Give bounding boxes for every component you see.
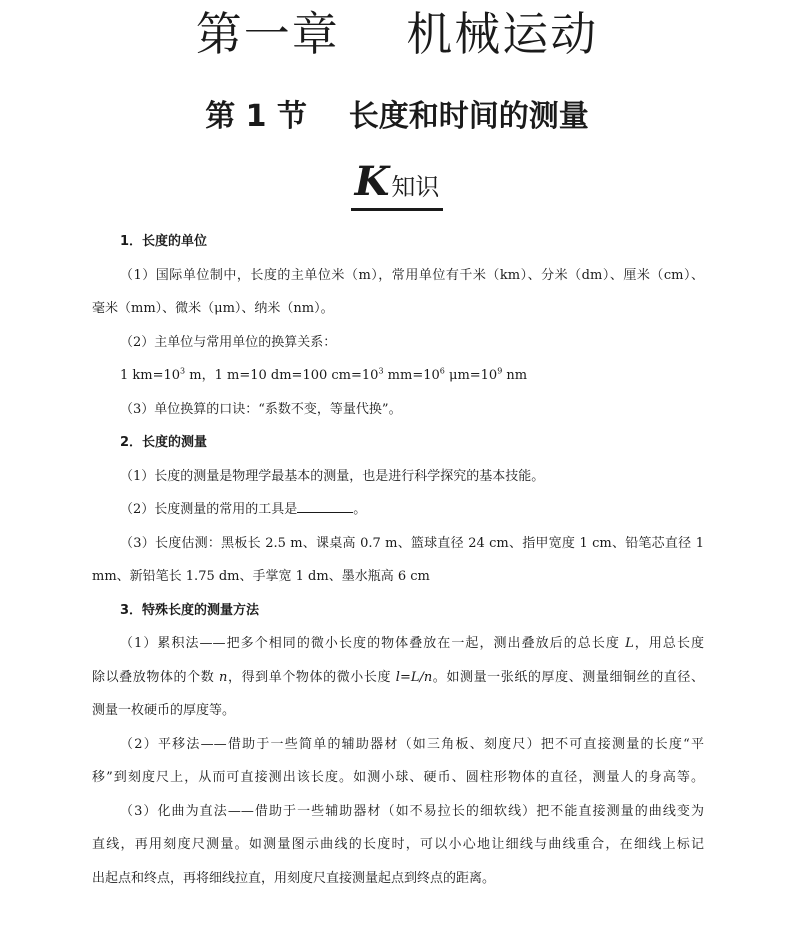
paragraph: 测量一枚硬币的厚度等。 bbox=[92, 703, 236, 718]
paragraph bbox=[92, 493, 704, 527]
exponent: 3 bbox=[180, 366, 186, 376]
exponent: 3 bbox=[378, 366, 384, 376]
knowledge-word: 知识 bbox=[391, 173, 440, 201]
paragraph: 出起点和终点，再将细线拉直，用刻度尺直接测量起点到终点的距离。 bbox=[92, 870, 496, 886]
paragraph: （2）主单位与常用单位的换算关系： bbox=[120, 334, 337, 350]
paragraph: （1）国际单位制中，长度的主单位米（m），常用单位有千米（km）、分米（dm）、厘米（cm）、 bbox=[120, 267, 704, 283]
formula-text: μm=10 bbox=[444, 368, 498, 383]
knowledge-letter: K bbox=[354, 158, 390, 205]
paragraph-text: ，用总长度 bbox=[633, 636, 704, 651]
knowledge-underline bbox=[351, 208, 444, 211]
paragraph: （1）长度的测量是物理学最基本的测量，也是进行科学探究的基本技能。 bbox=[120, 468, 545, 484]
chapter-title: 第一章 机械运动 bbox=[195, 7, 599, 61]
section-1-heading: 1．长度的单位 bbox=[120, 234, 208, 249]
paragraph-text: 。 bbox=[353, 502, 367, 517]
formula: l=L/n bbox=[395, 669, 433, 685]
paragraph-text: 。如测量一张纸的厚度、测量细铜丝的直径、 bbox=[432, 669, 704, 685]
section-title: 第 1 节 长度和时间的测量 bbox=[205, 99, 589, 134]
paragraph-text: 除以叠放物体的个数 bbox=[92, 669, 220, 685]
variable: n bbox=[219, 669, 228, 685]
paragraph-text: （1）累积法——把多个相同的微小长度的物体叠放在一起，测出叠放后的总长度 bbox=[120, 636, 626, 651]
paragraph: 直线，再用刻度尺测量。如测量图示曲线的长度时，可以小心地让细线与曲线重合，在细线上标记 bbox=[92, 837, 704, 852]
variable: L bbox=[625, 636, 634, 651]
formula-text: nm bbox=[502, 368, 528, 383]
paragraph: 移”到刻度尺上，从而可直接测出该长度。如测小球、硬币、圆柱形物体的直径，测量人的身高等。 bbox=[92, 770, 704, 785]
exponent: 9 bbox=[497, 366, 503, 376]
section-3-heading: 3．特殊长度的测量方法 bbox=[120, 602, 260, 618]
paragraph-text: ，得到单个物体的微小长度 bbox=[227, 669, 396, 685]
paragraph: mm、新铅笔长 1.75 dm、手掌宽 1 dm、墨水瓶高 6 cm bbox=[92, 569, 430, 584]
fill-in-blank bbox=[297, 500, 353, 513]
exponent: 6 bbox=[439, 366, 445, 376]
formula-text: m，1 m=10 dm=100 cm=10 bbox=[185, 368, 379, 383]
formula-text: mm=10 bbox=[383, 368, 440, 383]
paragraph: （3）化曲为直法——借助于一些辅助器材（如不易拉长的细软线）把不能直接测量的曲线变为 bbox=[120, 803, 704, 819]
paragraph: （3）单位换算的口诀：“系数不变，等量代换”。 bbox=[120, 401, 402, 417]
paragraph-text: （2）长度测量的常用的工具是 bbox=[120, 502, 298, 517]
paragraph bbox=[92, 627, 704, 661]
formula-text: 1 km=10 bbox=[120, 368, 181, 383]
paragraph: 毫米（mm）、微米（μm）、纳米（nm）。 bbox=[92, 301, 334, 316]
knowledge-heading bbox=[0, 158, 794, 210]
paragraph: （2）平移法——借助于一些简单的辅助器材（如三角板、刻度尺）把不可直接测量的长度“平 bbox=[120, 736, 704, 752]
section-2-heading: 2．长度的测量 bbox=[120, 435, 208, 450]
paragraph bbox=[92, 661, 704, 695]
document-body bbox=[92, 225, 704, 895]
knowledge-badge bbox=[351, 158, 444, 211]
paragraph: （3）长度估测：黑板长 2.5 m、课桌高 0.7 m、篮球直径 24 cm、指甲宽度 1 cm、铅笔芯直径 1 bbox=[120, 535, 704, 551]
conversion-formula bbox=[92, 359, 704, 393]
